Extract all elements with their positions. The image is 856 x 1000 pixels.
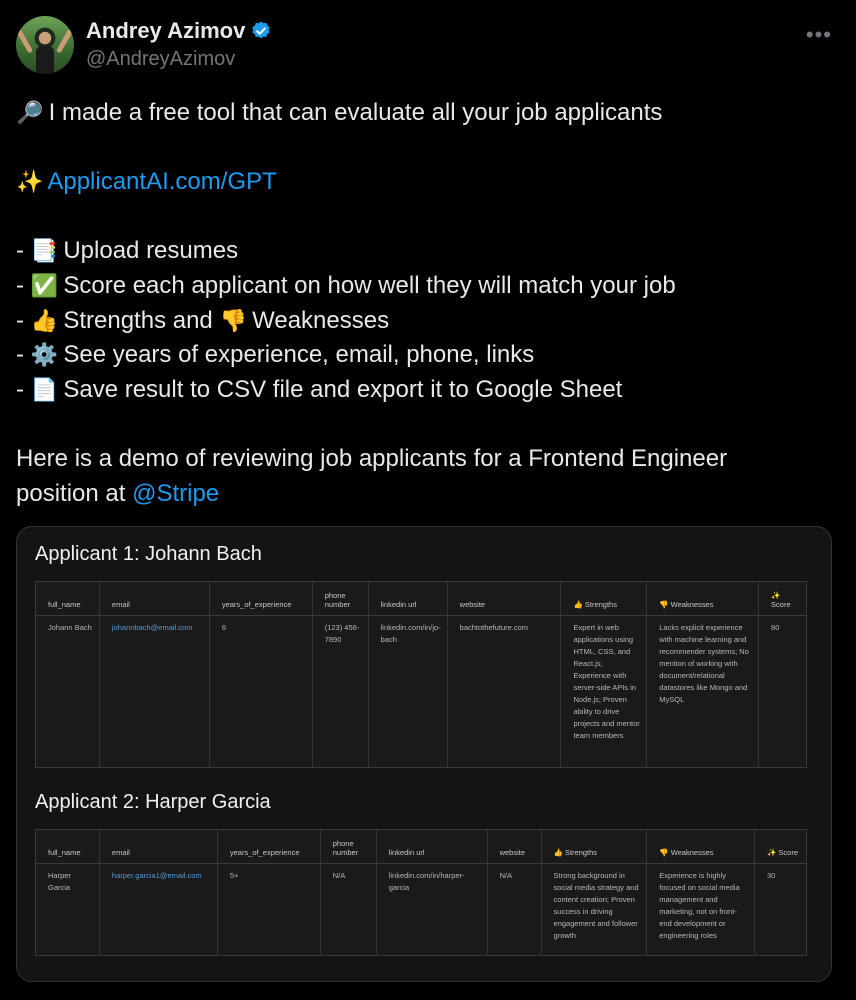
column-header: 👍 Strengths	[561, 582, 647, 616]
table-row	[36, 616, 807, 768]
thumbs-down-icon: 👎	[219, 307, 247, 333]
attached-image-card[interactable]	[16, 526, 832, 982]
demo-text: position at	[16, 479, 126, 507]
bullet-dash: -	[16, 341, 31, 369]
thumbs-up-icon: 👍	[30, 307, 59, 333]
bullet-text: Score each applicant on how well they will match your job	[63, 271, 676, 299]
bullet-dash: -	[16, 271, 31, 299]
cell-website: bachtothefuture.com	[447, 616, 561, 768]
bullet-dash: -	[16, 375, 31, 403]
verified-badge-icon	[250, 20, 272, 42]
cell-phone: N/A	[320, 864, 376, 956]
cell-website: N/A	[487, 864, 541, 956]
bullet-text: Strengths and	[63, 306, 213, 334]
column-header: ✨ Score	[755, 830, 807, 864]
user-handle[interactable]: @AndreyAzimov	[86, 48, 236, 70]
column-header: phone number	[312, 582, 368, 616]
table-row	[36, 864, 807, 956]
column-header: phone number	[320, 830, 376, 864]
applicant-title: Applicant 2: Harper Garcia	[35, 791, 271, 813]
cell-full-name: Harper Garcia	[36, 864, 100, 956]
tweet-line-link	[16, 165, 840, 200]
display-name-text[interactable]: Andrey Azimov	[86, 18, 246, 43]
bullet-item	[16, 269, 840, 304]
column-header: years_of_experience	[217, 830, 320, 864]
check-mark-icon: ✅	[30, 272, 59, 298]
display-name[interactable]	[86, 18, 272, 44]
tweet-header	[16, 14, 840, 76]
column-header: website	[447, 582, 561, 616]
applicant-table	[35, 581, 807, 768]
cell-email: harper.garcia1@email.com	[99, 864, 217, 956]
document-icon: 📄	[30, 376, 59, 402]
column-header: 👎 Weaknesses	[647, 830, 755, 864]
more-options-icon[interactable]: •••	[805, 22, 832, 47]
column-header: ✨ Score	[759, 582, 807, 616]
cell-years: 6	[209, 616, 312, 768]
cell-full-name: Johann Bach	[36, 616, 100, 768]
column-header: linkedin url	[368, 582, 447, 616]
column-header: full_name	[36, 582, 100, 616]
cell-linkedin: linkedin.com/in/harper-garcia	[376, 864, 487, 956]
applicantai-link[interactable]: ApplicantAI.com/GPT	[47, 168, 277, 196]
cell-score: 30	[767, 871, 776, 880]
applicant-table	[35, 829, 807, 956]
bullet-item	[16, 304, 840, 339]
column-header: website	[487, 830, 541, 864]
bullet-item	[16, 338, 840, 373]
applicant-title: Applicant 1: Johann Bach	[35, 543, 262, 565]
column-header: 👎 Weaknesses	[647, 582, 759, 616]
cell-weaknesses: Experience is highly focused on social media management and marketing, not on front-end development or engineering roles	[647, 864, 755, 956]
column-header: years_of_experience	[209, 582, 312, 616]
cell-years: 5+	[217, 864, 320, 956]
cell-phone: (123) 456-7890	[312, 616, 368, 768]
stripe-mention-link[interactable]: @Stripe	[132, 479, 220, 507]
column-header: email	[99, 582, 209, 616]
cell-strengths: Strong background in social media strategy and content creation; Proven success in driving engagement and follower growth	[541, 864, 647, 956]
sparkles-icon: ✨	[16, 169, 44, 195]
bullet-dash: -	[16, 237, 31, 265]
demo-line	[16, 477, 840, 512]
tweet-line-intro	[16, 96, 840, 131]
cell-score: 80	[771, 623, 780, 632]
demo-line: Here is a demo of reviewing job applicants for a Frontend Engineer	[16, 444, 728, 472]
bullet-text: Save result to CSV file and export it to Google Sheet	[63, 375, 623, 403]
bullet-item	[16, 373, 840, 408]
column-header: full_name	[36, 830, 100, 864]
tweet-text	[16, 96, 840, 511]
magnifier-icon: 🔎	[16, 100, 44, 125]
table-header-row	[36, 582, 807, 616]
bullet-dash: -	[16, 306, 31, 334]
column-header: email	[99, 830, 217, 864]
bullet-text: See years of experience, email, phone, links	[63, 341, 535, 369]
cell-strengths: Expert in web applications using HTML, CSS, and React.js; Experience with server-side APIs in Node.js; Proven ability to drive projects and mentor team members	[561, 616, 647, 768]
avatar[interactable]	[16, 16, 74, 74]
bullet-text: Weaknesses	[252, 306, 390, 334]
column-header: linkedin url	[376, 830, 487, 864]
table-header-row	[36, 830, 807, 864]
bookmark-tabs-icon: 📑	[30, 238, 59, 264]
intro-text: I made a free tool that can evaluate all your job applicants	[48, 99, 663, 126]
cell-linkedin: linkedin.com/in/jo-bach	[368, 616, 447, 768]
bullet-item	[16, 234, 840, 269]
cell-weaknesses: Lacks explicit experience with machine learning and recommender systems; No mention of working with document/relational datastores like Mongo and MySQL	[647, 616, 759, 768]
column-header: 👍 Strengths	[541, 830, 647, 864]
cell-email: johannbach@email.com	[99, 616, 209, 768]
gear-icon: ⚙️	[30, 342, 59, 368]
bullet-text: Upload resumes	[63, 237, 239, 265]
